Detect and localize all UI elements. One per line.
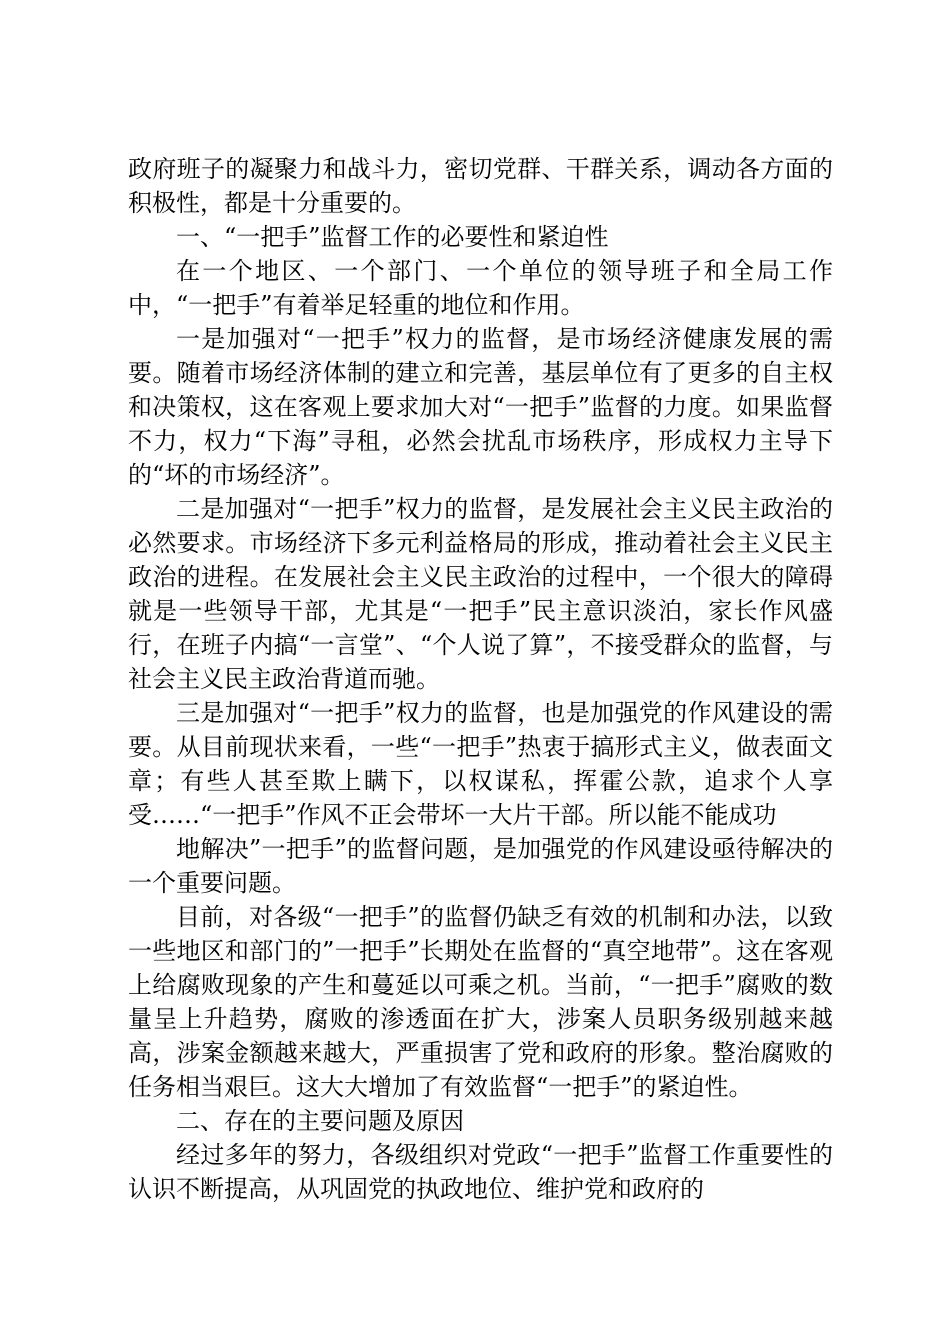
- section-heading-1: 一、“一把手”监督工作的必要性和紧迫性: [176, 223, 609, 251]
- paragraph-2: 在一个地区、一个部门、一个单位的领导班子和全局工作中，“一把手”有着举足轻重的地位和作用。: [128, 257, 833, 319]
- paragraph-7: 目前，对各级“一把手”的监督仍缺乏有效的机制和办法，以致一些地区和部门的”一把手”长期处在监督的“真空地带”。这在客观上给腐败现象的产生和蔓延以可乘之机。当前，“一把手”腐败的数量呈上升趋势，腐败的渗透面在扩大，涉案人员职务级别越来越高，涉案金额越来越大，严重损害了党和政府的形象。整治腐败的任务相当艰巨。这大大增加了有效监督“一把手”的紧迫性。: [128, 903, 833, 1101]
- paragraph-5: 三是加强对“一把手”权力的监督，也是加强党的作风建设的需要。从目前现状来看，一些“一把手”热衷于搞形式主义，做表面文章；有些人甚至欺上瞒下，以权谋私，挥霍公款，追求个人享受……“一把手”作风不正会带坏一大片干部。所以能不能成功: [128, 699, 833, 829]
- paragraph-6: 地解决”一把手”的监督问题，是加强党的作风建设亟待解决的一个重要问题。: [128, 835, 833, 897]
- paragraph-4: 二是加强对“一把手”权力的监督，是发展社会主义民主政治的必然要求。市场经济下多元利益格局的形成，推动着社会主义民主政治的进程。在发展社会主义民主政治的过程中，一个很大的障碍就是一些领导干部，尤其是“一把手”民主意识淡泊，家长作风盛行，在班子内搞“一言堂”、“个人说了算”，不接受群众的监督，与社会主义民主政治背道而驰。: [128, 495, 833, 693]
- paragraph-3: 一是加强对“一把手”权力的监督，是市场经济健康发展的需要。随着市场经济体制的建立和完善，基层单位有了更多的自主权和决策权，这在客观上要求加大对“一把手”监督的力度。如果监督不力，权力“下海”寻租，必然会扰乱市场秩序，形成权力主导下的“坏的市场经济”。: [128, 325, 833, 489]
- document-body: [128, 152, 833, 1206]
- paragraph-1: 政府班子的凝聚力和战斗力，密切党群、干群关系，调动各方面的积极性，都是十分重要的。: [128, 155, 833, 217]
- section-heading-2: 二、存在的主要问题及原因: [176, 1107, 464, 1135]
- paragraph-8: 经过多年的努力，各级组织对党政“一把手”监督工作重要性的认识不断提高，从巩固党的执政地位、维护党和政府的: [128, 1141, 833, 1203]
